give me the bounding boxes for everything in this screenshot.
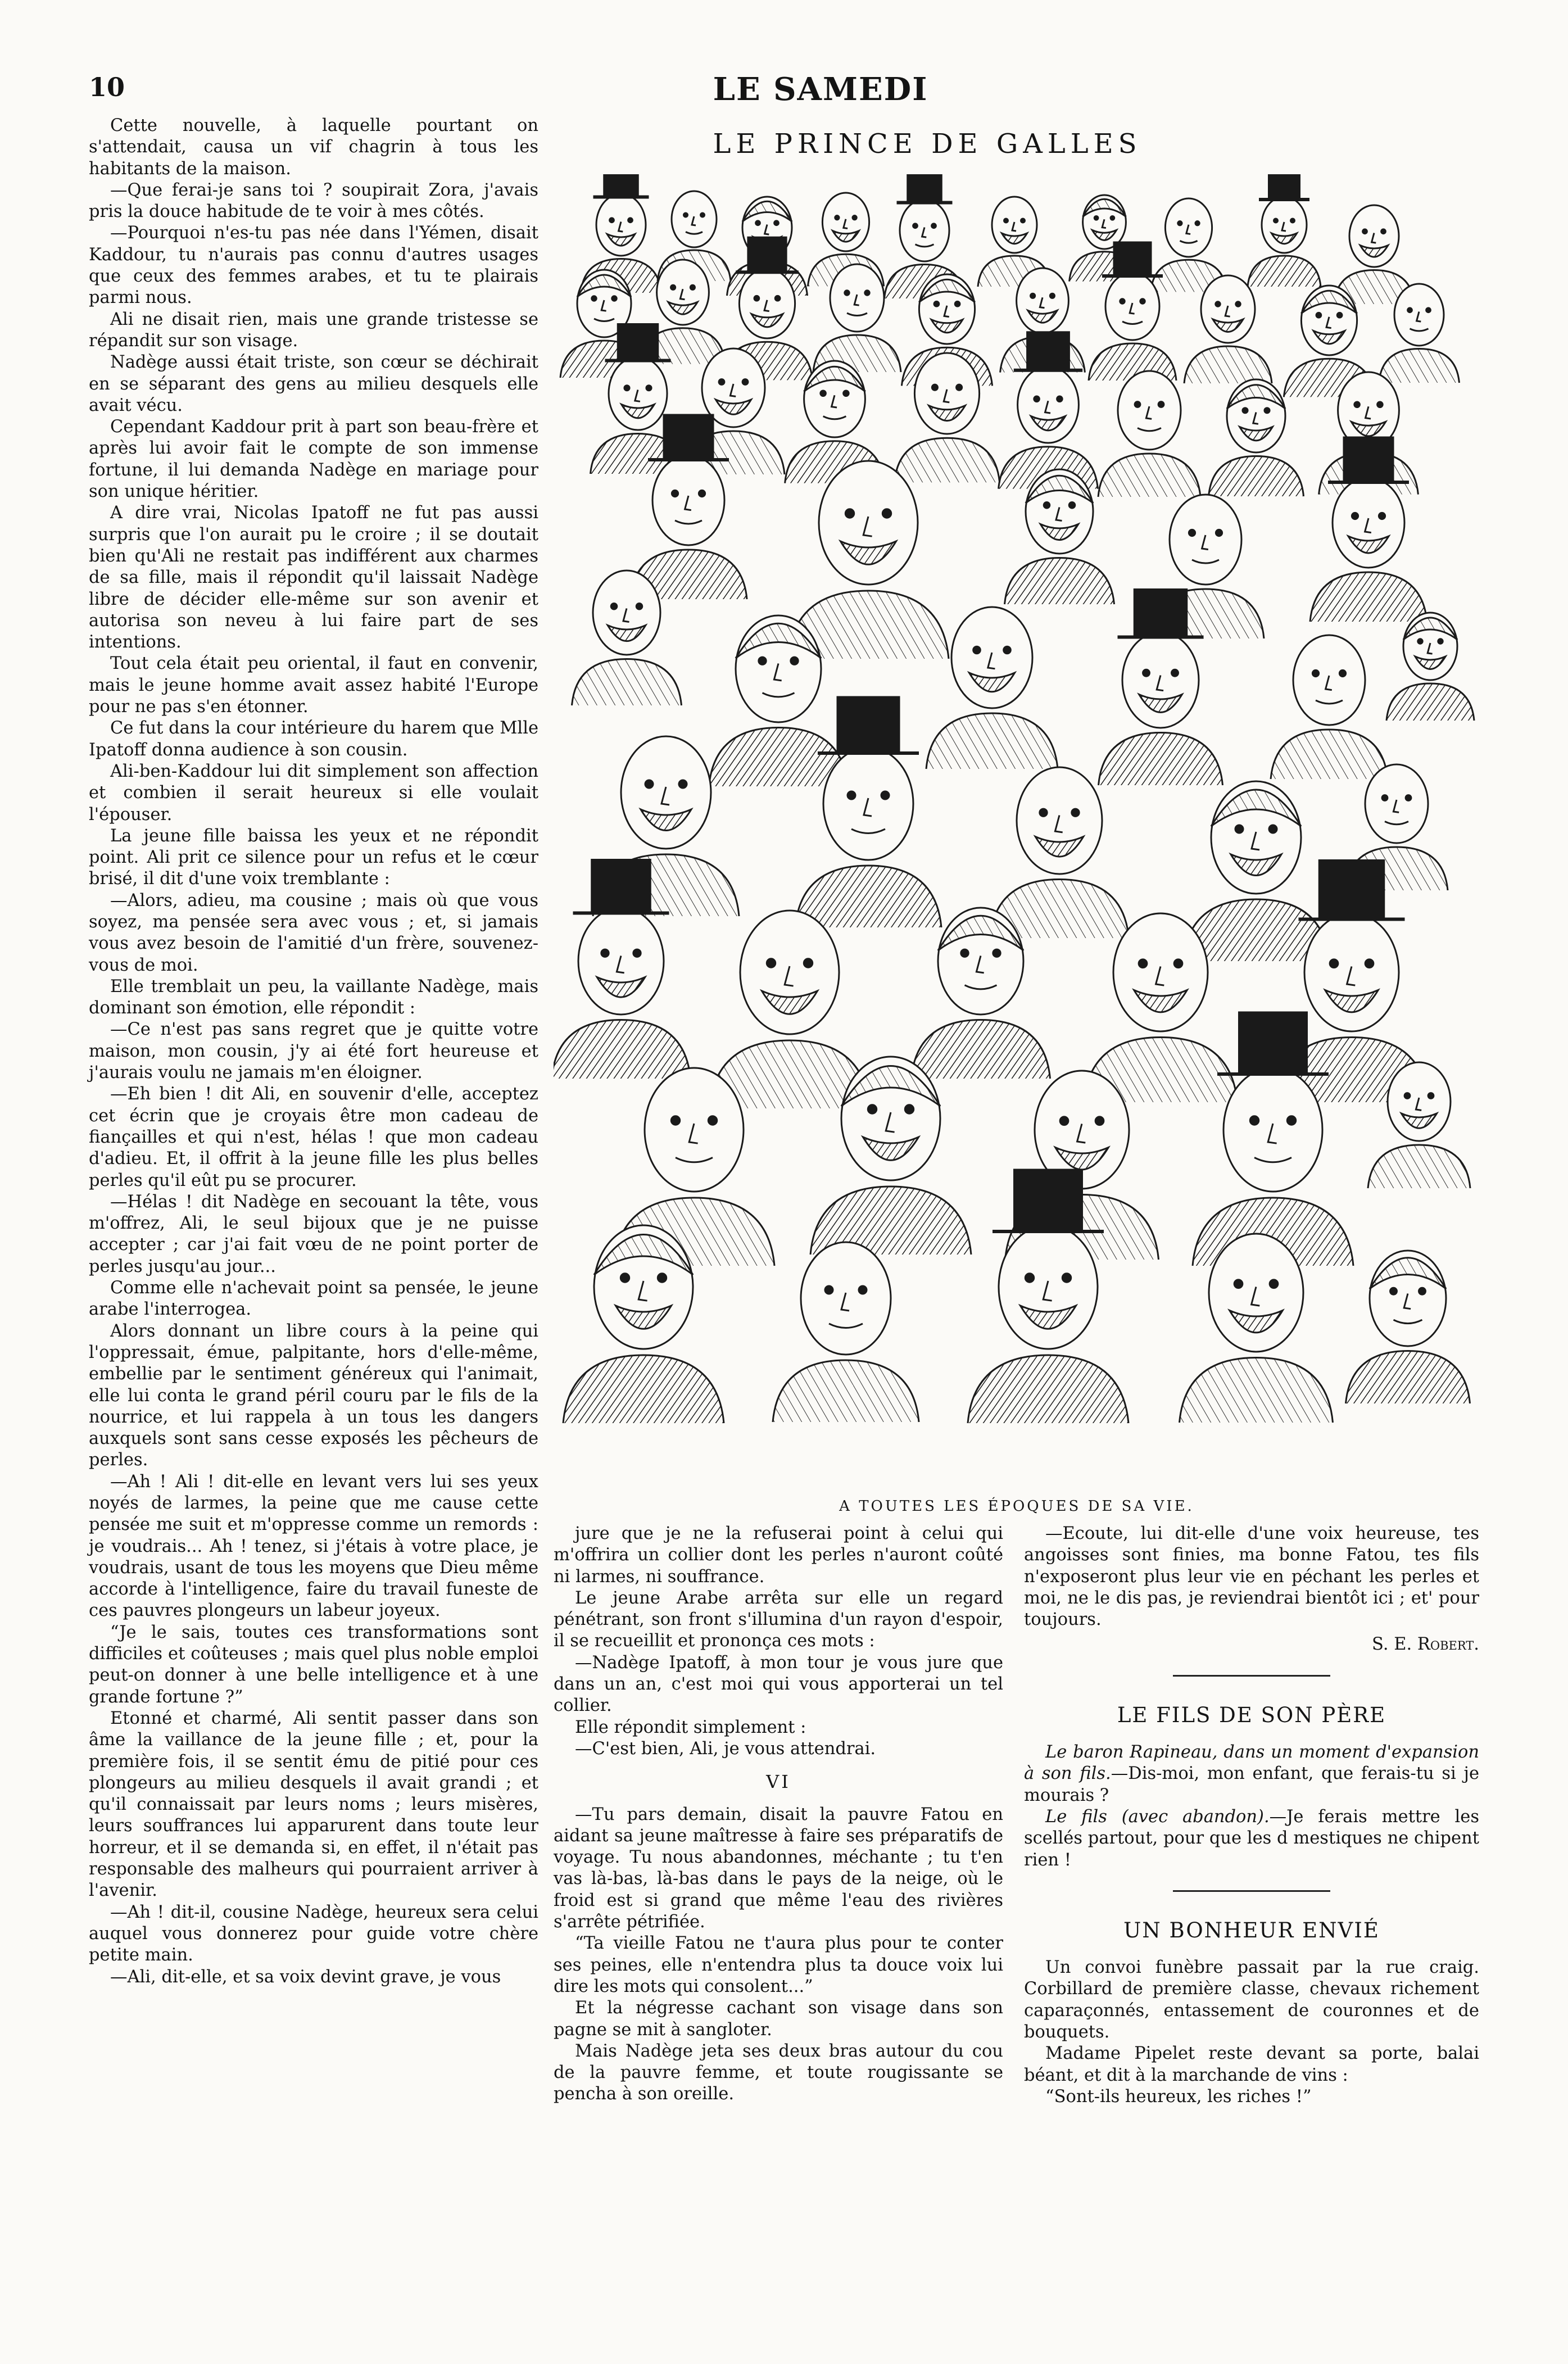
signature-name: Robert. [1417, 1634, 1479, 1655]
caricature-portrait [926, 607, 1058, 769]
caricature-portrait [990, 767, 1129, 938]
anecdote-line-1: Le baron Rapineau, dans un moment d'expansion à son fils.—Dis-moi, mon enfant, que ferais-tu si je mourais ? [1024, 1742, 1479, 1805]
paragraph: Un convoi funèbre passait par la rue craig. Corbillard de première classe, chevaux richement caparaçonnés, entassement de couronnes et de bouquets. [1024, 1958, 1479, 2043]
paragraph: —Ah ! dit-il, cousine Nadège, heureux sera celui auquel vous donnerez pour guide votre chère petite main. [89, 1902, 538, 1966]
paragraph: Elle tremblait un peu, la vaillante Nadège, mais dominant son émotion, elle répondit : [89, 976, 538, 1018]
paragraph: Ce fut dans la cour intérieure du harem que Mlle Ipatoff donna audience à son cousin. [89, 718, 538, 760]
caricature-portrait [788, 461, 949, 659]
anecdote-line-2: Le fils (avec abandon).—Je ferais mettre les scellés partout, pour que les d mestiques ne chipent rien ! [1024, 1806, 1479, 1870]
paragraph: —Ali, dit-elle, et sa voix devint grave, je vous [110, 1967, 501, 1987]
caricature-portrait [1005, 469, 1114, 604]
section-divider [1173, 1890, 1330, 1892]
paragraph: —Nadège Ipatoff, à mon tour je vous jure que dans un an, c'est moi qui vous apporterai un tel collier. [554, 1652, 1003, 1716]
paragraph: —C'est bien, Ali, je vous attendrai. [575, 1738, 876, 1759]
paragraph: Et la négresse cachant son visage dans son pagne se mit à sangloter. [554, 1998, 1003, 2040]
paragraph: Madame Pipelet reste devant sa porte, balai béant, et dit à la marchande de vins : [1024, 2044, 1479, 2085]
article-column-3 [1024, 1523, 1479, 2108]
masthead-title: LE SAMEDI [713, 71, 928, 108]
section-divider [1173, 1675, 1330, 1677]
caricature-portrait [1271, 635, 1388, 779]
paragraph: Comme elle n'achevait point sa pensée, le jeune arabe l'interrogea. [89, 1278, 538, 1320]
paragraph: Tout cela était peu oriental, il faut en convenir, mais le jeune homme avait assez habité l'Europe pour ne pas s'en étonner. [89, 654, 538, 717]
signature-initials: S. E. [1372, 1634, 1412, 1655]
paragraph: jure que je ne la refuserai point à celui qui m'offrira un collier dont les perles n'auront coûté ni larmes, ni souffrance. [554, 1524, 1003, 1587]
illustration-title: LE PRINCE DE GALLES [713, 128, 1142, 160]
paragraph: Le jeune Arabe arrêta sur elle un regard pénétrant, son front s'illumina d'un rayon d'espoir, il se recueillit et prononça ces mots : [554, 1588, 1003, 1651]
caricature-portrait [1310, 437, 1427, 622]
paragraph: Cette nouvelle, à laquelle pourtant on s'attendait, causa un vif chagrin à tous les habitants de la maison. [89, 116, 538, 179]
caricature-portrait [1098, 371, 1200, 497]
paragraph: Nadège aussi était triste, son cœur se déchirait en se séparant des gens au milieu desquels elle avait vécu. [89, 352, 538, 415]
caricature-portrait [709, 911, 870, 1108]
caricature-portrait [773, 1242, 919, 1422]
paragraph: “Ta vieille Fatou ne t'aura plus pour te conter ses peines, elle n'entendra plus ta douce voix lui dire les mots qui consolent...” [554, 1933, 1003, 1996]
paragraph: —Eh bien ! dit Ali, en souvenir d'elle, acceptez cet écrin que je croyais être mon cadeau de fiançailles et qui n'est, hélas ! que mon cadeau d'adieu. Et, il offrit à la jeune fille les plus belles perles qu'il eût pu se procurer. [89, 1084, 538, 1190]
caricature-portrait [1150, 198, 1226, 292]
paragraph: Ali ne disait rien, mais une grande tristesse se répandit sur son visage. [89, 309, 538, 351]
chapter-number: VI [766, 1771, 791, 1793]
article-column-2 [554, 1523, 1003, 2105]
caricature-portrait [1248, 174, 1321, 287]
paragraph: A dire vrai, Nicolas Ipatoff ne fut pas aussi surpris que l'on aurait pu le croire ; il se doutait bien qu'Ali ne restait pas indifférent aux charmes de sa fille, mais il répondit qu'il laissait Nadège libre de décider elle-même sur son avenir et autorisa son neveu à lui faire part de ses intentions. [89, 503, 538, 653]
illustration-caption: A TOUTES LES ÉPOQUES DE SA VIE. [839, 1498, 1194, 1515]
paragraph: Mais Nadège jeta ses deux bras autour du cou de la pauvre femme, et toute rougissante se pencha à son oreille. [554, 2041, 1003, 2104]
caricature-portrait [1334, 205, 1415, 304]
portrait-montage-drawing [554, 174, 1480, 1483]
paragraph: —Ce n'est pas sans regret que je quitte votre maison, mon cousin, j'y ai été fort heureuse et j'aurais voulu ne jamais m'en éloigner. [89, 1020, 538, 1083]
author-signature [1024, 1634, 1479, 1655]
paragraph: “Je le sais, toutes ces transformations sont difficiles et coûteuses ; mais quel plus noble emploi peut-on donner à une belle intelligence et à une grande fortune ?” [89, 1622, 538, 1707]
caricature-illustration [554, 174, 1480, 1483]
article-column-1 [89, 115, 538, 1988]
paragraph: —Tu pars demain, disait la pauvre Fatou en aidant sa jeune maîtresse à faire ses préparatifs de voyage. Tu nous abandonnes, méchante ; tu t'en vas là-bas, là-bas dans le pays de la neige, où le froid est si grand que même l'eau des rivières s'arrête pétrifiée. [554, 1804, 1003, 1932]
section-title-fils: LE FILS DE SON PÈRE [1117, 1702, 1386, 1727]
caricature-portrait [1386, 613, 1474, 721]
story-ending: —Ecoute, lui dit-elle d'une voix heureuse, tes angoisses sont finies, ma bonne Fatou, tes fils n'exposeront plus leur vie en péchant les perles et moi, ne le dis pas, je reviendrai bientôt ici ; et' pour toujours. [1024, 1524, 1479, 1630]
page-number: 10 [89, 72, 125, 102]
caricature-portrait [1183, 781, 1329, 961]
paragraph: Ali-ben-Kaddour lui dit simplement son affection et combien il serait heureux si elle voulait l'épouser. [89, 761, 538, 825]
caricature-portrait [1346, 1251, 1470, 1403]
paragraph: Alors donnant un libre cours à la peine qui l'oppressait, émue, palpitante, hors d'elle-même, embellie par le sentiment généreux qui l'animait, elle lui conta le grand péril couru par le fils de la nourrice, et lui rappela à un tous les dangers auxquels sont sans cesse exposés les pêcheurs de perles. [89, 1321, 538, 1470]
paragraph: Etonné et charmé, Ali sentit passer dans son âme la vaillance de la jeune fille ; et, pour la première fois, il se sentit ému de pitié pour ces plongeurs au milieu desquels il avait grandi ; et qu'il connaissait par leurs noms ; leurs misères, leurs souffrances lui apparurent dans toute leur horreur, et il se demanda si, en effet, il n'était pas responsable des malheurs qui pourraient arriver à l'avenir. [89, 1708, 538, 1901]
paragraph: La jeune fille baissa les yeux et ne répondit point. Ali prit ce silence pour un refus et le cœur brisé, il dit d'une voix tremblante : [89, 826, 538, 889]
paragraph: “Sont-ils heureux, les riches !” [1045, 2086, 1312, 2107]
paragraph: —Hélas ! dit Nadège en secouant la tête, vous m'offrez, Ali, le seul bijoux que je ne puisse accepter ; car j'ai fait vœu de ne point porter de perles jusqu'au jour... [89, 1192, 538, 1276]
paragraph: Elle répondit simplement : [575, 1717, 806, 1737]
paragraph: —Ah ! Ali ! dit-elle en levant vers lui ses yeux noyés de larmes, la peine que me cause cette pensée me suit et m'oppresse comme un remords : je voudrais... Ah ! tenez, si j'étais à votre place, je voudrais, usant de tous les moyens que Dieu même accorde à l'intelligence, faire du travail funeste de ces pauvres plongeurs un labeur joyeux. [89, 1471, 538, 1621]
paragraph: —Pourquoi n'es-tu pas née dans l'Yémen, disait Kaddour, tu n'aurais pas connu d'autres usages que ceux des femmes arabes, et tu te plairais parmi nous. [89, 223, 538, 308]
paragraph: —Alors, adieu, ma cousine ; mais où que vous soyez, ma pensée sera avec vous ; et, si jamais vous avez besoin de l'amitié d'un frère, souvenez-vous de moi. [89, 890, 538, 975]
paragraph: Cependant Kaddour prit à part son beau-frère et après lui avoir fait le compte de son immense fortune, il lui demanda Nadège en mariage pour son unique héritier. [89, 417, 538, 502]
caricature-portrait [795, 697, 941, 927]
paragraph: —Que ferai-je sans toi ? soupirait Zora, j'avais pris la douce habitude de te voir à mes côtés. [89, 180, 538, 222]
section-title-bonheur: UN BONHEUR ENVIÉ [1123, 1918, 1380, 1942]
